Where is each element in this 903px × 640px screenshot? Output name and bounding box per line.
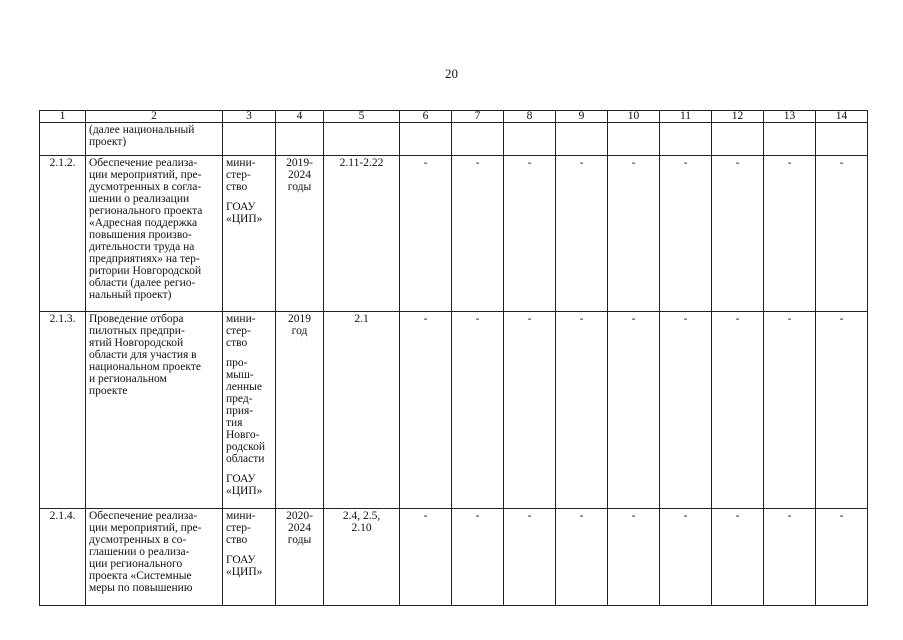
text-line: 2019- <box>286 157 313 169</box>
value-cell: - <box>608 312 660 509</box>
text-line: 2020- <box>286 510 313 522</box>
text-line: «Адресная поддержка <box>89 217 198 229</box>
value-cell: - <box>712 156 764 312</box>
executors-cell <box>223 156 276 312</box>
column-header: 1 <box>40 111 86 123</box>
text-line: годы <box>287 534 312 546</box>
text-line: дусмотренных в согла- <box>89 181 202 193</box>
text-line: ритории Новгородской <box>89 265 202 277</box>
text-line: и региональном <box>89 373 167 385</box>
period-cell <box>276 156 324 312</box>
text-line: проект) <box>89 136 127 148</box>
text-line: «ЦИП» <box>226 213 263 225</box>
executor <box>226 157 272 193</box>
value-cell: - <box>816 509 868 606</box>
indicator-cell <box>324 156 400 312</box>
text-line: области для участия в <box>89 349 197 361</box>
text-line: ГОАУ <box>226 554 256 566</box>
text-line: прия- <box>226 405 254 417</box>
value-cell: - <box>452 156 504 312</box>
text-line: Проведение отбора <box>89 313 184 325</box>
text-line: ГОАУ <box>226 473 256 485</box>
text-line: 2.10 <box>351 522 372 534</box>
text-line: ГОАУ <box>226 201 256 213</box>
text-line: стер- <box>226 325 251 337</box>
executor <box>226 510 272 546</box>
value-cell: - <box>660 156 712 312</box>
text-line: глашении о реализа- <box>89 546 190 558</box>
event-name <box>86 509 223 606</box>
row-number: 2.1.2. <box>40 156 86 312</box>
text-line: национальном проекте <box>89 361 201 373</box>
text-line: ции регионального <box>89 558 183 570</box>
text-line: проекта «Системные <box>89 570 192 582</box>
column-header: 5 <box>324 111 400 123</box>
text-line: ленные <box>226 381 262 393</box>
text-line: мини- <box>226 157 256 169</box>
value-cell: - <box>556 156 608 312</box>
period-cell <box>276 312 324 509</box>
column-header: 10 <box>608 111 660 123</box>
text-line: пилотных предпри- <box>89 325 185 337</box>
row-number: 2.1.4. <box>40 509 86 606</box>
indicator-cell <box>324 509 400 606</box>
text-line: «ЦИП» <box>226 566 263 578</box>
text-line: проекте <box>89 385 128 397</box>
text-line: ство <box>226 534 248 546</box>
column-header: 12 <box>712 111 764 123</box>
text-line: ство <box>226 181 248 193</box>
executors-cell <box>223 509 276 606</box>
text-line: пред- <box>226 393 253 405</box>
text-line: мини- <box>226 313 256 325</box>
value-cell: - <box>764 156 816 312</box>
text-line: шении о реализации <box>89 193 190 205</box>
value-cell: - <box>504 509 556 606</box>
text-line: предприятиях» на тер- <box>89 253 200 265</box>
column-header: 14 <box>816 111 868 123</box>
value-cell: - <box>400 312 452 509</box>
page-number: 20 <box>445 66 458 81</box>
text-line: годы <box>287 181 312 193</box>
column-header: 8 <box>504 111 556 123</box>
value-cell: - <box>504 156 556 312</box>
column-header: 11 <box>660 111 712 123</box>
executors-cell <box>223 312 276 509</box>
text-line: мини- <box>226 510 256 522</box>
value-cell: - <box>764 312 816 509</box>
text-line: про- <box>226 357 248 369</box>
executor <box>226 201 272 225</box>
column-header: 4 <box>276 111 324 123</box>
text-line: стер- <box>226 522 251 534</box>
column-header: 2 <box>86 111 223 123</box>
table-row <box>40 509 868 606</box>
value-cell: - <box>712 509 764 606</box>
text-line: дительности труда на <box>89 241 195 253</box>
text-line: ятий Новгородской <box>89 337 184 349</box>
text-line: «ЦИП» <box>226 485 263 497</box>
header-row <box>40 111 868 123</box>
table-row-continuation <box>40 123 868 156</box>
text-line: ции мероприятий, пре- <box>89 522 202 534</box>
text-line: повышения произво- <box>89 229 192 241</box>
executor <box>226 473 272 497</box>
text-line: области <box>226 453 265 465</box>
text-line: меры по повышению <box>89 582 193 594</box>
column-header: 7 <box>452 111 504 123</box>
table-row <box>40 312 868 509</box>
text-line: регионального проекта <box>89 205 203 217</box>
value-cell: - <box>400 156 452 312</box>
text-line: 2.1 <box>354 313 369 325</box>
indicator-cell <box>324 312 400 509</box>
text-line: нальный проект) <box>89 289 172 301</box>
value-cell: - <box>400 509 452 606</box>
event-name <box>86 123 223 156</box>
value-cell: - <box>816 312 868 509</box>
event-name <box>86 312 223 509</box>
value-cell: - <box>452 312 504 509</box>
text-line: мыш- <box>226 369 254 381</box>
executor <box>226 357 272 465</box>
value-cell: - <box>660 312 712 509</box>
executor <box>226 554 272 578</box>
text-line: тия <box>226 417 243 429</box>
text-line: 2019 <box>288 313 311 325</box>
value-cell: - <box>660 509 712 606</box>
text-line: год <box>291 325 308 337</box>
column-header: 3 <box>223 111 276 123</box>
text-line: родской <box>226 441 266 453</box>
text-line: 2.11-2.22 <box>339 157 384 169</box>
table-row <box>40 156 868 312</box>
value-cell: - <box>816 156 868 312</box>
row-number: 2.1.3. <box>40 312 86 509</box>
value-cell: - <box>556 312 608 509</box>
column-header: 13 <box>764 111 816 123</box>
value-cell: - <box>504 312 556 509</box>
text-line: 2024 <box>288 522 311 534</box>
text-line: стер- <box>226 169 251 181</box>
text-line: области (далее регио- <box>89 277 196 289</box>
text-line: 2.4, 2.5, <box>342 510 381 522</box>
text-line: Обеспечение реализа- <box>89 157 198 169</box>
text-line: Новго- <box>226 429 260 441</box>
text-line: 2024 <box>288 169 311 181</box>
column-header: 9 <box>556 111 608 123</box>
text-line: ции мероприятий, пре- <box>89 169 202 181</box>
value-cell: - <box>712 312 764 509</box>
value-cell: - <box>452 509 504 606</box>
text-line: (далее национальный <box>89 124 195 136</box>
value-cell: - <box>608 156 660 312</box>
text-line: ство <box>226 337 248 349</box>
value-cell: - <box>556 509 608 606</box>
plan-table <box>39 110 868 606</box>
text-line: Обеспечение реализа- <box>89 510 198 522</box>
value-cell: - <box>764 509 816 606</box>
executor <box>226 313 272 349</box>
column-header: 6 <box>400 111 452 123</box>
period-cell <box>276 509 324 606</box>
text-line: дусмотренных в со- <box>89 534 187 546</box>
event-name <box>86 156 223 312</box>
value-cell: - <box>608 509 660 606</box>
